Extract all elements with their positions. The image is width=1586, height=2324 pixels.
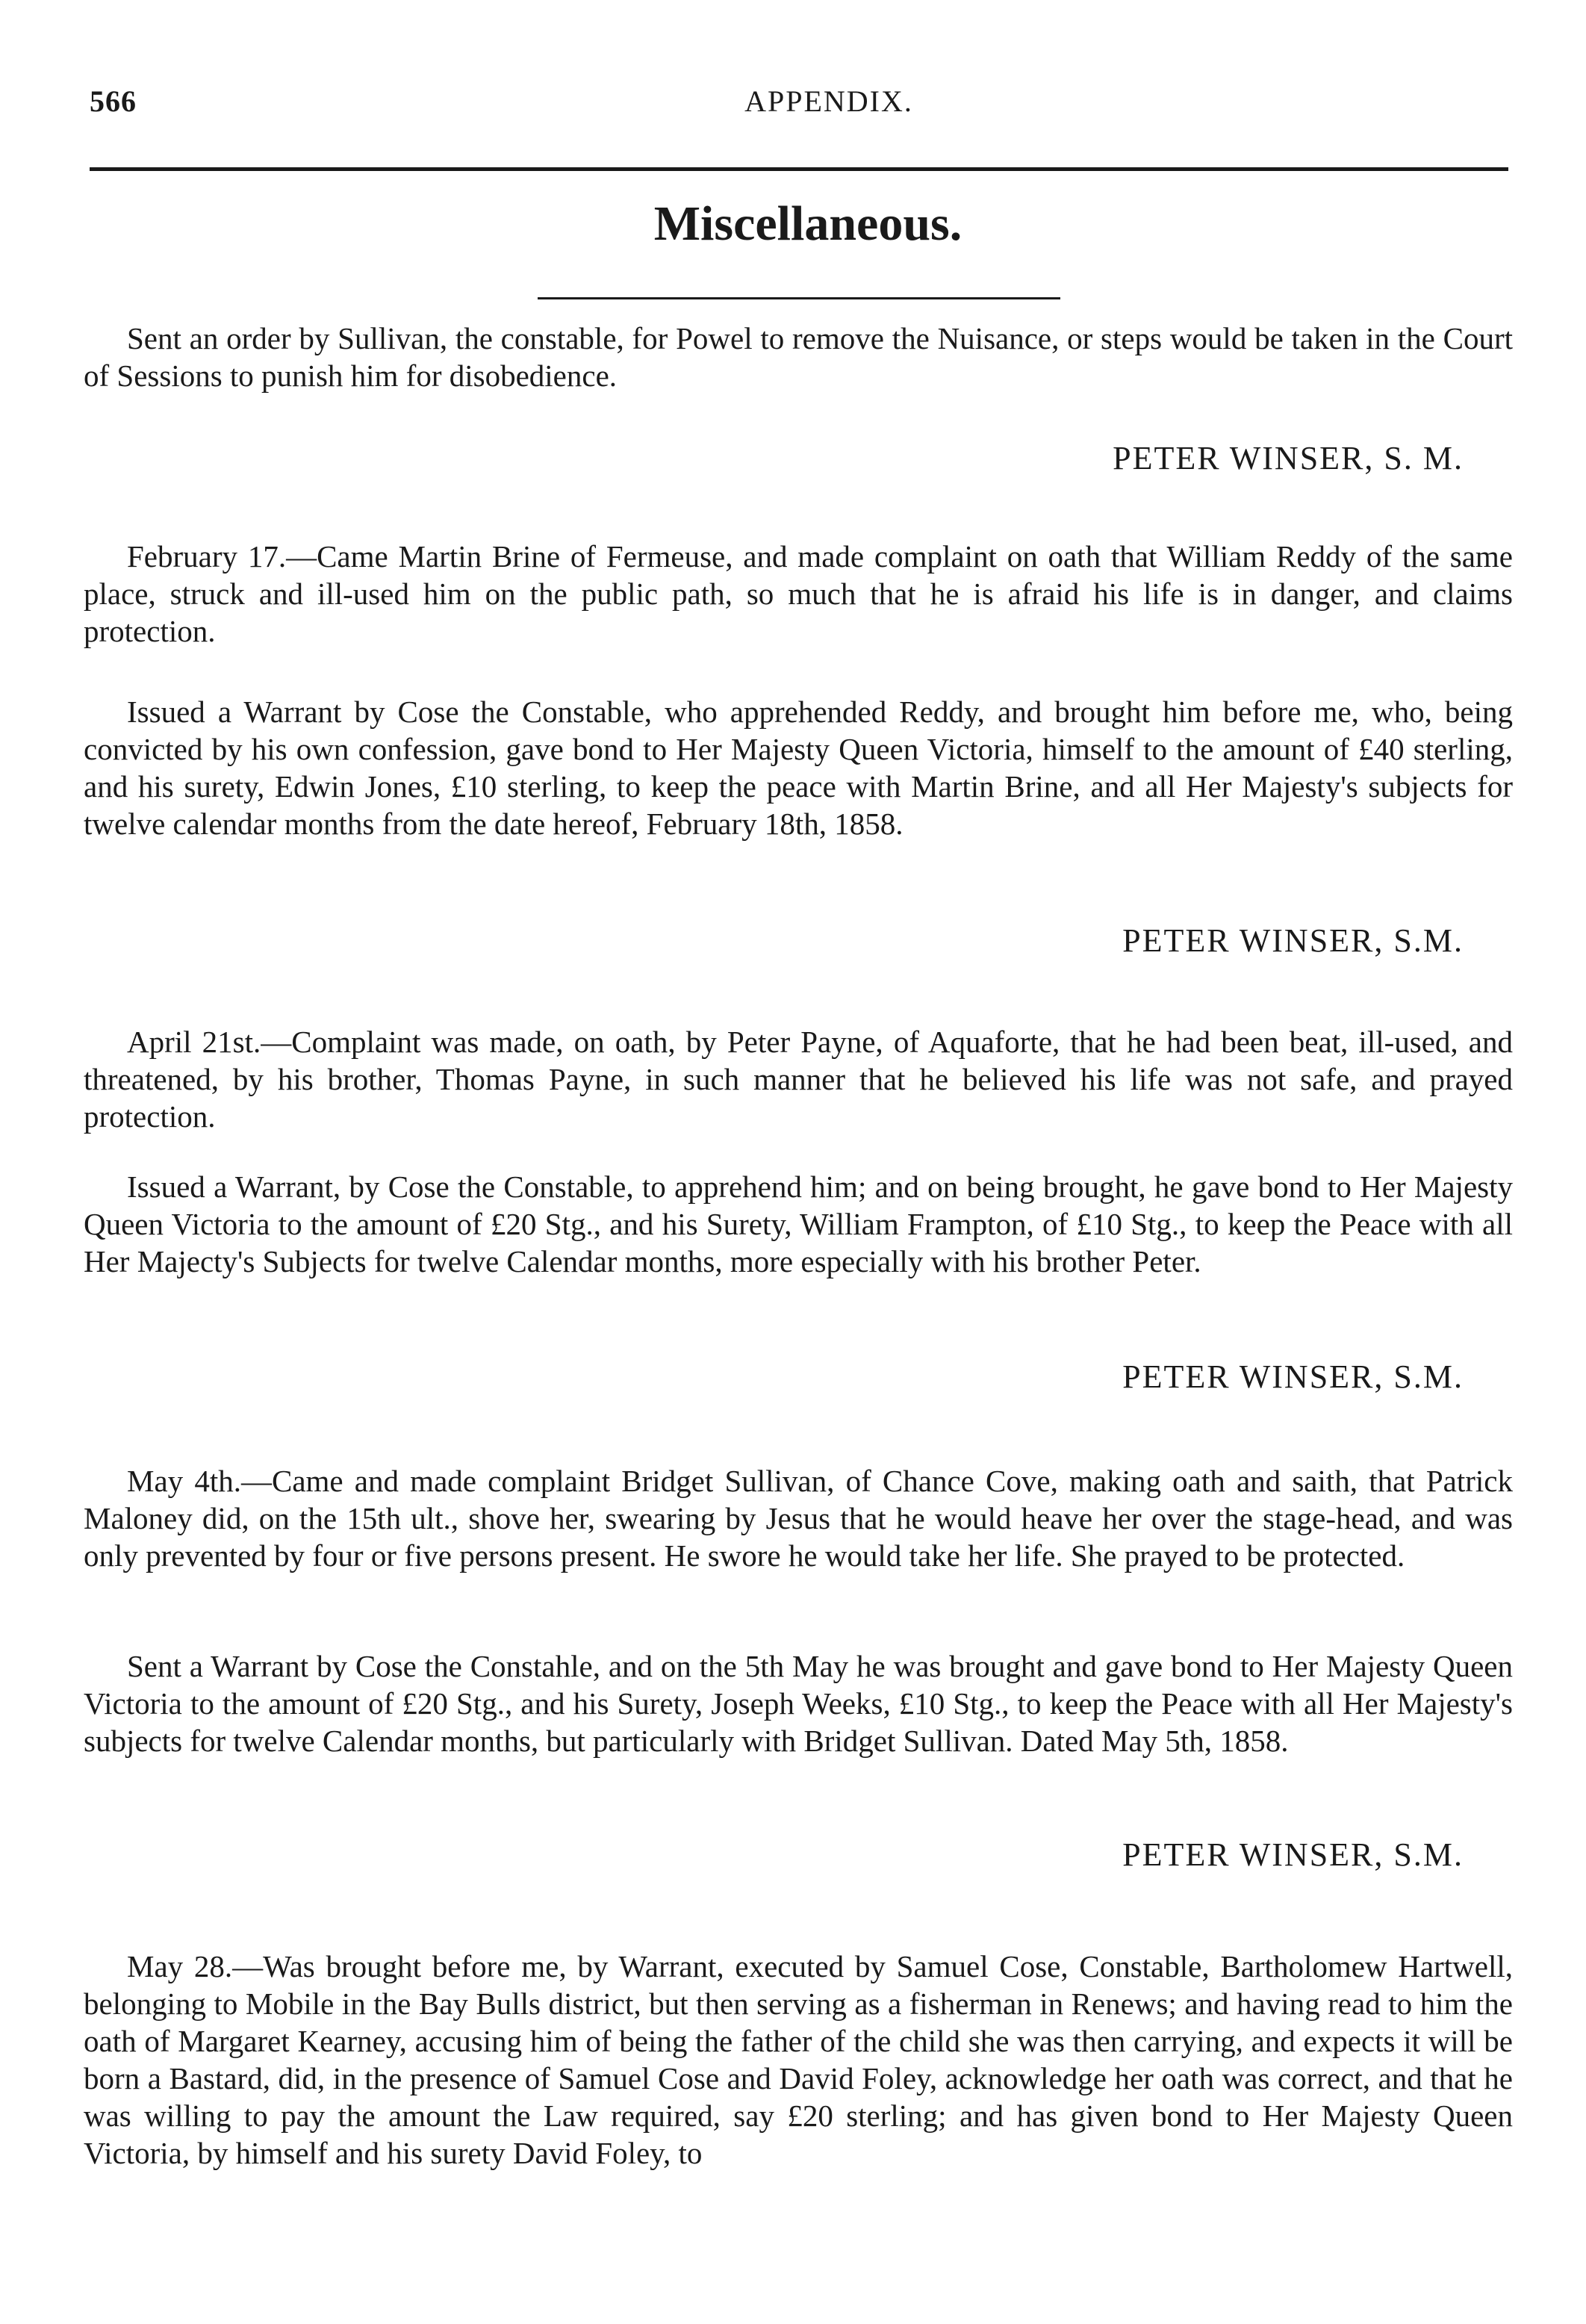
page-number: 566 <box>90 84 137 118</box>
signature-3: PETER WINSER, S.M. <box>1122 1358 1464 1395</box>
header-rule <box>90 167 1508 171</box>
signature-4: PETER WINSER, S.M. <box>1122 1836 1464 1873</box>
paragraph-payne-warrant: Issued a Warrant, by Cose the Constable, to apprehend him; and on being brought, he gave bond to Her Majesty Queen Victoria to the amount of £20 Stg., and his Surety, William Frampton, of £10 Stg., to keep the Peace with all Her Majecty's Subjects for twelve Calendar months, more especially with his brother Peter. <box>84 1169 1513 1278</box>
signature-1: PETER WINSER, S. M. <box>1113 440 1464 476</box>
title-rule <box>538 297 1060 299</box>
running-head: APPENDIX. <box>744 84 913 118</box>
section-title: Miscellaneous. <box>653 196 963 251</box>
signature-2: PETER WINSER, S.M. <box>1122 922 1464 959</box>
page-header <box>90 84 1508 128</box>
paragraph-april-21: April 21st.—Complaint was made, on oath, by Peter Payne, of Aquaforte, that he had been beat, ill-used, and threatened, by his brother, Thomas Payne, in such manner that he believed his life was not safe, and prayed protection. <box>84 1025 1513 1134</box>
paragraph-powel-order: Sent an order by Sullivan, the constable, for Powel to remove the Nuisance, or steps would be taken in the Court of Sessions to punish him for disobedience. <box>84 321 1513 393</box>
paragraph-may-28: May 28.—Was brought before me, by Warrant, executed by Samuel Cose, Constable, Bartholomew Hartwell, belonging to Mobile in the Bay Bulls district, but then serving as a fisherman in Renews; and having read to him the oath of Margaret Kearney, accusing him of being the father of the child she was then carrying, and expects it will be born a Bastard, did, in the presence of Samuel Cose and David Foley, acknowledge her oath was correct, and that he was willing to pay the amount the Law required, say £20 sterling; and has given bond to Her Majesty Queen Victoria, by himself and his surety David Foley, to <box>84 1949 1513 2170</box>
paragraph-may-4: May 4th.—Came and made complaint Bridget Sullivan, of Chance Cove, making oath and saith, that Patrick Maloney did, on the 15th ult., shove her, swearing by Jesus that he would heave her over the stage-head, and was only prevented by four or five persons present. He swore he would take her life. She prayed to be protected. <box>84 1464 1513 1573</box>
paragraph-sullivan-warrant: Sent a Warrant by Cose the Constahle, and on the 5th May he was brought and gave bond to Her Majesty Queen Victoria to the amount of £20 Stg., and his Surety, Joseph Weeks, £10 Stg., to keep the Peace with all Her Majesty's subjects for twelve Calendar months, but particularly with Bridget Sullivan. Dated May 5th, 1858. <box>84 1649 1513 1758</box>
paragraph-feb-17: February 17.—Came Martin Brine of Fermeuse, and made complaint on oath that William Reddy of the same place, struck and ill-used him on the public path, so much that he is afraid his life is in danger, and claims protection. <box>84 539 1513 648</box>
paragraph-reddy-warrant: Issued a Warrant by Cose the Constable, who apprehended Reddy, and brought him before me, who, being convicted by his own confession, gave bond to Her Majesty Queen Victoria, himself to the amount of £40 sterling, and his surety, Edwin Jones, £10 sterling, to keep the peace with Martin Brine, and all Her Majesty's subjects for twelve calendar months from the date hereof, February 18th, 1858. <box>84 695 1513 841</box>
